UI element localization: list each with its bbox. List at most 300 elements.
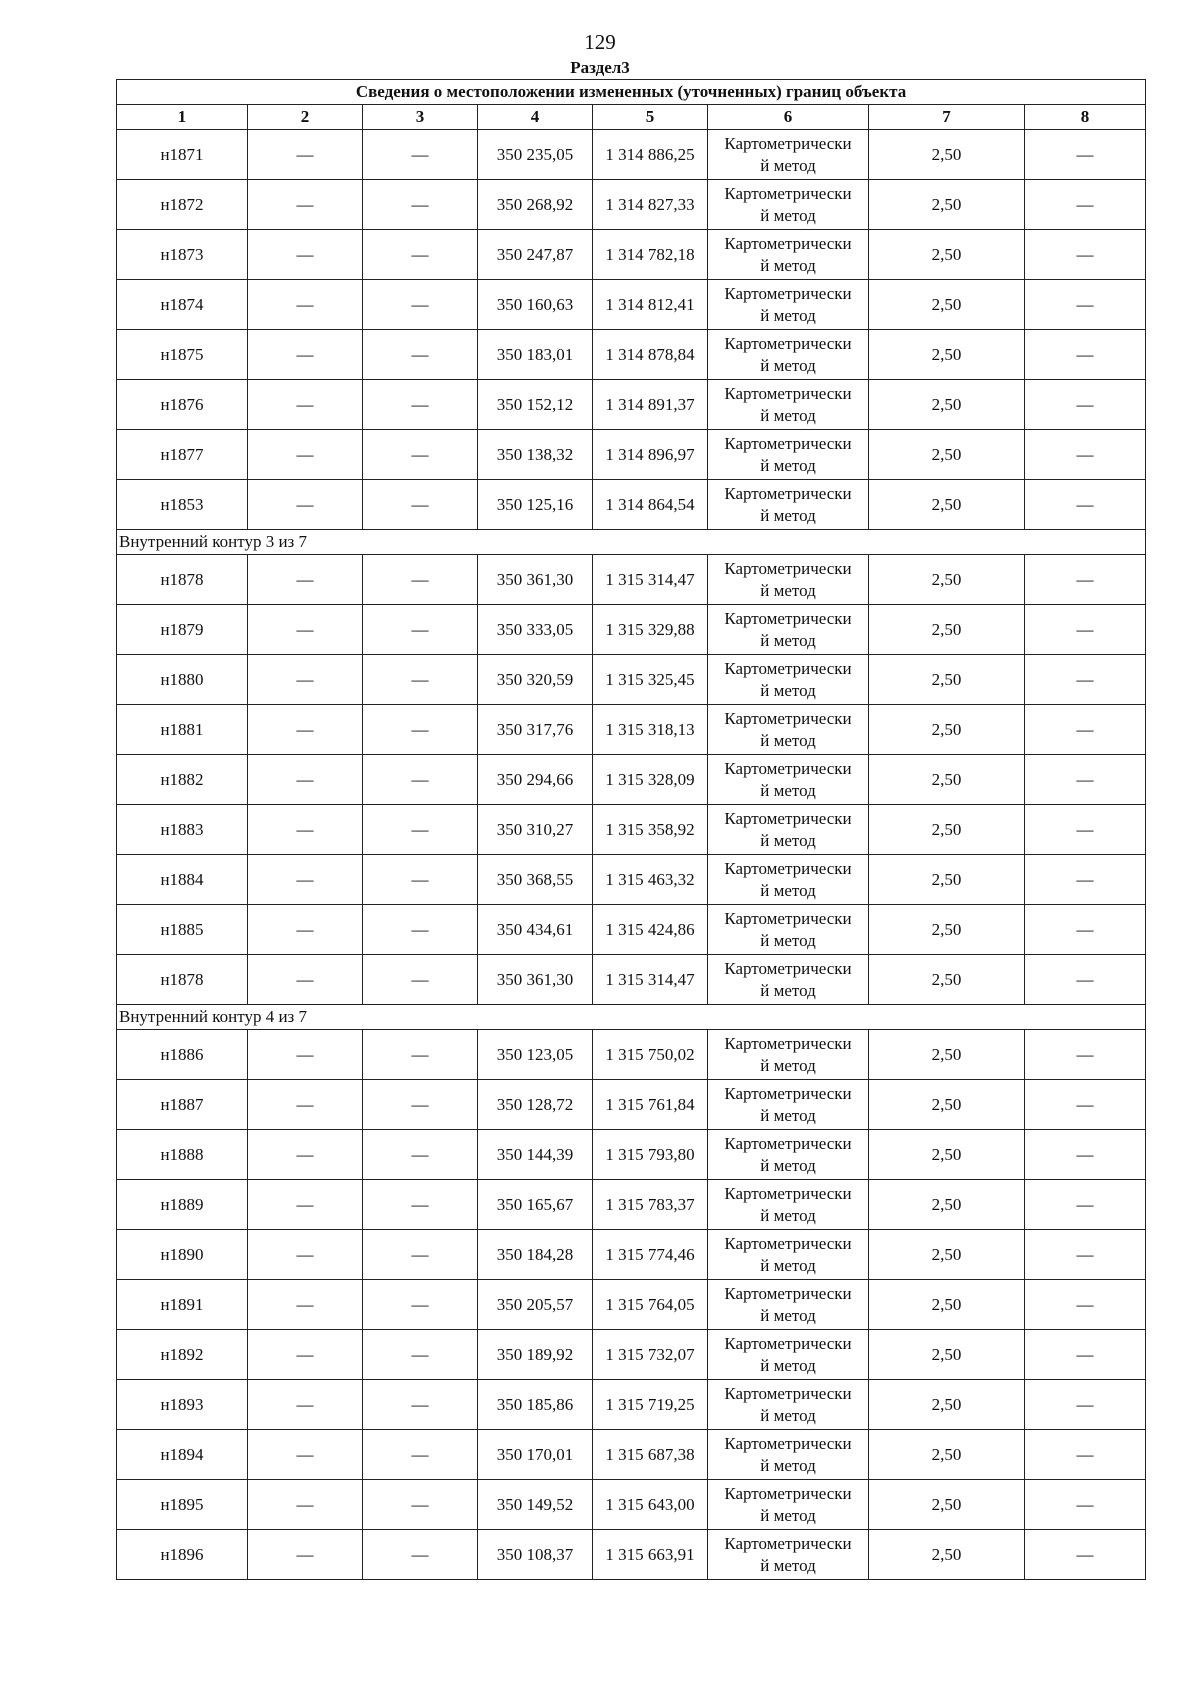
method-line-1: Картометрически — [724, 483, 852, 503]
col8-cell: — — [1025, 230, 1146, 280]
contour-row — [117, 1005, 1146, 1030]
col3-cell: — — [363, 705, 478, 755]
method-cell — [708, 430, 869, 480]
accuracy-cell: 2,50 — [869, 905, 1025, 955]
point-id-cell: н1884 — [117, 855, 248, 905]
point-id-cell: н1873 — [117, 230, 248, 280]
method-cell — [708, 280, 869, 330]
col3-cell: — — [363, 280, 478, 330]
method-line-1: Картометрически — [724, 1033, 852, 1053]
method-line-2: й метод — [760, 630, 816, 650]
col8-cell: — — [1025, 1180, 1146, 1230]
point-id-cell: н1872 — [117, 180, 248, 230]
method-line-1: Картометрически — [724, 433, 852, 453]
col8-cell: — — [1025, 280, 1146, 330]
method-line-2: й метод — [760, 355, 816, 375]
col3-cell: — — [363, 955, 478, 1005]
accuracy-cell: 2,50 — [869, 1280, 1025, 1330]
method-line-1: Картометрически — [724, 1383, 852, 1403]
method-cell — [708, 905, 869, 955]
method-line-1: Картометрически — [724, 1533, 852, 1553]
accuracy-cell: 2,50 — [869, 855, 1025, 905]
y-coordinate-cell: 1 315 328,09 — [593, 755, 708, 805]
method-line-1: Картометрически — [724, 558, 852, 578]
table-row — [117, 805, 1146, 855]
y-coordinate-cell: 1 315 463,32 — [593, 855, 708, 905]
method-line-2: й метод — [760, 305, 816, 325]
y-coordinate-cell: 1 315 750,02 — [593, 1030, 708, 1080]
col3-cell: — — [363, 655, 478, 705]
accuracy-cell: 2,50 — [869, 655, 1025, 705]
table-row — [117, 1380, 1146, 1430]
y-coordinate-cell: 1 315 774,46 — [593, 1230, 708, 1280]
table-row — [117, 605, 1146, 655]
method-cell — [708, 705, 869, 755]
col2-cell: — — [248, 705, 363, 755]
col2-cell: — — [248, 1380, 363, 1430]
method-cell — [708, 1280, 869, 1330]
col3-cell: — — [363, 555, 478, 605]
table-row — [117, 955, 1146, 1005]
column-number: 4 — [478, 105, 593, 130]
method-line-2: й метод — [760, 1505, 816, 1525]
col3-cell: — — [363, 230, 478, 280]
point-id-cell: н1878 — [117, 955, 248, 1005]
y-coordinate-cell: 1 315 358,92 — [593, 805, 708, 855]
section-title: Раздел3 — [570, 58, 630, 77]
table-row — [117, 280, 1146, 330]
method-line-1: Картометрически — [724, 1233, 852, 1253]
col3-cell: — — [363, 1330, 478, 1380]
point-id-cell: н1883 — [117, 805, 248, 855]
table-row — [117, 430, 1146, 480]
contour-label: Внутренний контур 4 из 7 — [117, 1005, 1146, 1030]
y-coordinate-cell: 1 315 783,37 — [593, 1180, 708, 1230]
method-line-2: й метод — [760, 205, 816, 225]
table-row — [117, 1480, 1146, 1530]
col8-cell: — — [1025, 705, 1146, 755]
point-id-cell: н1890 — [117, 1230, 248, 1280]
method-line-2: й метод — [760, 730, 816, 750]
boundary-coordinates-table — [116, 79, 1146, 1580]
point-id-cell: н1874 — [117, 280, 248, 330]
y-coordinate-cell: 1 314 886,25 — [593, 130, 708, 180]
method-line-1: Картометрически — [724, 1083, 852, 1103]
method-line-1: Картометрически — [724, 1483, 852, 1503]
col8-cell: — — [1025, 755, 1146, 805]
y-coordinate-cell: 1 315 719,25 — [593, 1380, 708, 1430]
col8-cell: — — [1025, 1130, 1146, 1180]
y-coordinate-cell: 1 315 687,38 — [593, 1430, 708, 1480]
x-coordinate-cell: 350 317,76 — [478, 705, 593, 755]
method-line-1: Картометрически — [724, 708, 852, 728]
col3-cell: — — [363, 330, 478, 380]
col2-cell: — — [248, 955, 363, 1005]
method-line-2: й метод — [760, 255, 816, 275]
col2-cell: — — [248, 430, 363, 480]
x-coordinate-cell: 350 294,66 — [478, 755, 593, 805]
method-cell — [708, 805, 869, 855]
method-cell — [708, 330, 869, 380]
col3-cell: — — [363, 855, 478, 905]
method-cell — [708, 605, 869, 655]
col2-cell: — — [248, 330, 363, 380]
column-number: 1 — [117, 105, 248, 130]
method-cell — [708, 755, 869, 805]
col2-cell: — — [248, 1330, 363, 1380]
col3-cell: — — [363, 180, 478, 230]
col2-cell: — — [248, 805, 363, 855]
x-coordinate-cell: 350 268,92 — [478, 180, 593, 230]
col8-cell: — — [1025, 180, 1146, 230]
method-line-2: й метод — [760, 930, 816, 950]
accuracy-cell: 2,50 — [869, 555, 1025, 605]
x-coordinate-cell: 350 310,27 — [478, 805, 593, 855]
point-id-cell: н1888 — [117, 1130, 248, 1180]
point-id-cell: н1892 — [117, 1330, 248, 1380]
y-coordinate-cell: 1 314 864,54 — [593, 480, 708, 530]
accuracy-cell: 2,50 — [869, 230, 1025, 280]
col3-cell: — — [363, 1480, 478, 1530]
col8-cell: — — [1025, 130, 1146, 180]
method-line-1: Картометрически — [724, 283, 852, 303]
column-number: 8 — [1025, 105, 1146, 130]
contour-row — [117, 530, 1146, 555]
x-coordinate-cell: 350 434,61 — [478, 905, 593, 955]
accuracy-cell: 2,50 — [869, 1180, 1025, 1230]
col2-cell: — — [248, 1130, 363, 1180]
col3-cell: — — [363, 1530, 478, 1580]
col2-cell: — — [248, 1280, 363, 1330]
method-line-2: й метод — [760, 1055, 816, 1075]
accuracy-cell: 2,50 — [869, 180, 1025, 230]
method-line-1: Картометрически — [724, 333, 852, 353]
table-row — [117, 1030, 1146, 1080]
x-coordinate-cell: 350 361,30 — [478, 955, 593, 1005]
col8-cell: — — [1025, 1330, 1146, 1380]
table-row — [117, 330, 1146, 380]
col8-cell: — — [1025, 330, 1146, 380]
accuracy-cell: 2,50 — [869, 955, 1025, 1005]
table-caption: Сведения о местоположении измененных (уточненных) границ объекта — [117, 80, 1146, 105]
method-line-2: й метод — [760, 1305, 816, 1325]
point-id-cell: н1894 — [117, 1430, 248, 1480]
accuracy-cell: 2,50 — [869, 380, 1025, 430]
col2-cell: — — [248, 480, 363, 530]
method-line-1: Картометрически — [724, 383, 852, 403]
table-row — [117, 480, 1146, 530]
col3-cell: — — [363, 1430, 478, 1480]
table-row — [117, 855, 1146, 905]
col3-cell: — — [363, 130, 478, 180]
x-coordinate-cell: 350 333,05 — [478, 605, 593, 655]
point-id-cell: н1876 — [117, 380, 248, 430]
method-cell — [708, 1430, 869, 1480]
col8-cell: — — [1025, 380, 1146, 430]
method-line-1: Картометрически — [724, 608, 852, 628]
col3-cell: — — [363, 1230, 478, 1280]
method-line-2: й метод — [760, 580, 816, 600]
y-coordinate-cell: 1 314 896,97 — [593, 430, 708, 480]
accuracy-cell: 2,50 — [869, 280, 1025, 330]
col8-cell: — — [1025, 1430, 1146, 1480]
accuracy-cell: 2,50 — [869, 605, 1025, 655]
col3-cell: — — [363, 1130, 478, 1180]
x-coordinate-cell: 350 108,37 — [478, 1530, 593, 1580]
point-id-cell: н1886 — [117, 1030, 248, 1080]
x-coordinate-cell: 350 320,59 — [478, 655, 593, 705]
method-cell — [708, 1230, 869, 1280]
point-id-cell: н1853 — [117, 480, 248, 530]
point-id-cell: н1891 — [117, 1280, 248, 1330]
x-coordinate-cell: 350 149,52 — [478, 1480, 593, 1530]
y-coordinate-cell: 1 315 325,45 — [593, 655, 708, 705]
col3-cell: — — [363, 430, 478, 480]
col8-cell: — — [1025, 805, 1146, 855]
y-coordinate-cell: 1 315 314,47 — [593, 955, 708, 1005]
col3-cell: — — [363, 1280, 478, 1330]
col8-cell: — — [1025, 430, 1146, 480]
col2-cell: — — [248, 605, 363, 655]
method-line-1: Картометрически — [724, 1133, 852, 1153]
method-line-2: й метод — [760, 830, 816, 850]
contour-label: Внутренний контур 3 из 7 — [117, 530, 1146, 555]
col8-cell: — — [1025, 1280, 1146, 1330]
y-coordinate-cell: 1 315 318,13 — [593, 705, 708, 755]
x-coordinate-cell: 350 247,87 — [478, 230, 593, 280]
table-row — [117, 1280, 1146, 1330]
x-coordinate-cell: 350 170,01 — [478, 1430, 593, 1480]
accuracy-cell: 2,50 — [869, 1480, 1025, 1530]
point-id-cell: н1871 — [117, 130, 248, 180]
col2-cell: — — [248, 1430, 363, 1480]
col8-cell: — — [1025, 555, 1146, 605]
method-cell — [708, 655, 869, 705]
method-line-2: й метод — [760, 1255, 816, 1275]
y-coordinate-cell: 1 314 827,33 — [593, 180, 708, 230]
x-coordinate-cell: 350 128,72 — [478, 1080, 593, 1130]
table-row — [117, 380, 1146, 430]
col3-cell: — — [363, 1080, 478, 1130]
method-line-1: Картометрически — [724, 1283, 852, 1303]
point-id-cell: н1896 — [117, 1530, 248, 1580]
accuracy-cell: 2,50 — [869, 480, 1025, 530]
col3-cell: — — [363, 1180, 478, 1230]
point-id-cell: н1879 — [117, 605, 248, 655]
method-line-2: й метод — [760, 1455, 816, 1475]
table-row — [117, 1080, 1146, 1130]
method-line-1: Картометрически — [724, 858, 852, 878]
table-row — [117, 180, 1146, 230]
method-cell — [708, 1480, 869, 1530]
method-line-2: й метод — [760, 1155, 816, 1175]
col3-cell: — — [363, 480, 478, 530]
method-cell — [708, 1330, 869, 1380]
accuracy-cell: 2,50 — [869, 1130, 1025, 1180]
y-coordinate-cell: 1 315 663,91 — [593, 1530, 708, 1580]
col2-cell: — — [248, 755, 363, 805]
method-line-1: Картометрически — [724, 808, 852, 828]
method-line-1: Картометрически — [724, 658, 852, 678]
col3-cell: — — [363, 1380, 478, 1430]
point-id-cell: н1878 — [117, 555, 248, 605]
accuracy-cell: 2,50 — [869, 805, 1025, 855]
method-line-2: й метод — [760, 1205, 816, 1225]
y-coordinate-cell: 1 315 424,86 — [593, 905, 708, 955]
col2-cell: — — [248, 1030, 363, 1080]
table-row — [117, 905, 1146, 955]
col8-cell: — — [1025, 655, 1146, 705]
table-row — [117, 130, 1146, 180]
x-coordinate-cell: 350 165,67 — [478, 1180, 593, 1230]
y-coordinate-cell: 1 314 891,37 — [593, 380, 708, 430]
y-coordinate-cell: 1 314 812,41 — [593, 280, 708, 330]
point-id-cell: н1881 — [117, 705, 248, 755]
table-body — [117, 130, 1146, 1580]
col8-cell: — — [1025, 855, 1146, 905]
method-line-1: Картометрически — [724, 133, 852, 153]
x-coordinate-cell: 350 125,16 — [478, 480, 593, 530]
x-coordinate-cell: 350 160,63 — [478, 280, 593, 330]
table-row — [117, 555, 1146, 605]
table-row — [117, 1530, 1146, 1580]
x-coordinate-cell: 350 123,05 — [478, 1030, 593, 1080]
col8-cell: — — [1025, 1530, 1146, 1580]
table-row — [117, 1230, 1146, 1280]
accuracy-cell: 2,50 — [869, 1080, 1025, 1130]
col2-cell: — — [248, 1480, 363, 1530]
y-coordinate-cell: 1 315 643,00 — [593, 1480, 708, 1530]
method-cell — [708, 380, 869, 430]
x-coordinate-cell: 350 189,92 — [478, 1330, 593, 1380]
table-row — [117, 755, 1146, 805]
x-coordinate-cell: 350 368,55 — [478, 855, 593, 905]
method-cell — [708, 555, 869, 605]
col2-cell: — — [248, 555, 363, 605]
col8-cell: — — [1025, 905, 1146, 955]
method-cell — [708, 855, 869, 905]
column-number: 3 — [363, 105, 478, 130]
col3-cell: — — [363, 755, 478, 805]
col8-cell: — — [1025, 1380, 1146, 1430]
table-row — [117, 230, 1146, 280]
point-id-cell: н1887 — [117, 1080, 248, 1130]
accuracy-cell: 2,50 — [869, 705, 1025, 755]
point-id-cell: н1882 — [117, 755, 248, 805]
column-numbers-row — [117, 105, 1146, 130]
col2-cell: — — [248, 180, 363, 230]
column-number: 2 — [248, 105, 363, 130]
table-row — [117, 655, 1146, 705]
accuracy-cell: 2,50 — [869, 1430, 1025, 1480]
col3-cell: — — [363, 380, 478, 430]
accuracy-cell: 2,50 — [869, 330, 1025, 380]
table-row — [117, 1130, 1146, 1180]
method-line-2: й метод — [760, 1405, 816, 1425]
method-line-2: й метод — [760, 980, 816, 1000]
y-coordinate-cell: 1 315 732,07 — [593, 1330, 708, 1380]
method-line-2: й метод — [760, 405, 816, 425]
point-id-cell: н1889 — [117, 1180, 248, 1230]
method-line-1: Картометрически — [724, 958, 852, 978]
accuracy-cell: 2,50 — [869, 1380, 1025, 1430]
y-coordinate-cell: 1 315 764,05 — [593, 1280, 708, 1330]
method-cell — [708, 1180, 869, 1230]
accuracy-cell: 2,50 — [869, 1030, 1025, 1080]
col3-cell: — — [363, 905, 478, 955]
x-coordinate-cell: 350 235,05 — [478, 130, 593, 180]
table-row — [117, 1180, 1146, 1230]
method-line-1: Картометрически — [724, 183, 852, 203]
col2-cell: — — [248, 855, 363, 905]
column-number: 7 — [869, 105, 1025, 130]
method-line-1: Картометрически — [724, 233, 852, 253]
col2-cell: — — [248, 1080, 363, 1130]
y-coordinate-cell: 1 314 782,18 — [593, 230, 708, 280]
method-line-2: й метод — [760, 155, 816, 175]
x-coordinate-cell: 350 138,32 — [478, 430, 593, 480]
method-cell — [708, 1030, 869, 1080]
method-line-1: Картометрически — [724, 908, 852, 928]
method-cell — [708, 1130, 869, 1180]
point-id-cell: н1875 — [117, 330, 248, 380]
point-id-cell: н1880 — [117, 655, 248, 705]
col2-cell: — — [248, 905, 363, 955]
method-line-1: Картометрически — [724, 1433, 852, 1453]
x-coordinate-cell: 350 183,01 — [478, 330, 593, 380]
y-coordinate-cell: 1 315 314,47 — [593, 555, 708, 605]
x-coordinate-cell: 350 361,30 — [478, 555, 593, 605]
method-line-1: Картометрически — [724, 1333, 852, 1353]
col2-cell: — — [248, 130, 363, 180]
col3-cell: — — [363, 805, 478, 855]
accuracy-cell: 2,50 — [869, 1230, 1025, 1280]
method-line-2: й метод — [760, 780, 816, 800]
col2-cell: — — [248, 655, 363, 705]
point-id-cell: н1895 — [117, 1480, 248, 1530]
method-line-2: й метод — [760, 1105, 816, 1125]
column-number: 5 — [593, 105, 708, 130]
method-cell — [708, 1080, 869, 1130]
col8-cell: — — [1025, 1480, 1146, 1530]
x-coordinate-cell: 350 185,86 — [478, 1380, 593, 1430]
y-coordinate-cell: 1 315 793,80 — [593, 1130, 708, 1180]
method-cell — [708, 230, 869, 280]
col2-cell: — — [248, 1230, 363, 1280]
col2-cell: — — [248, 280, 363, 330]
table-row — [117, 705, 1146, 755]
method-cell — [708, 955, 869, 1005]
method-cell — [708, 130, 869, 180]
accuracy-cell: 2,50 — [869, 430, 1025, 480]
table-row — [117, 1330, 1146, 1380]
col2-cell: — — [248, 380, 363, 430]
method-cell — [708, 180, 869, 230]
point-id-cell: н1877 — [117, 430, 248, 480]
method-cell — [708, 480, 869, 530]
col8-cell: — — [1025, 1030, 1146, 1080]
point-id-cell: н1885 — [117, 905, 248, 955]
method-line-2: й метод — [760, 505, 816, 525]
method-cell — [708, 1530, 869, 1580]
x-coordinate-cell: 350 205,57 — [478, 1280, 593, 1330]
col8-cell: — — [1025, 605, 1146, 655]
col2-cell: — — [248, 1530, 363, 1580]
x-coordinate-cell: 350 144,39 — [478, 1130, 593, 1180]
method-line-2: й метод — [760, 880, 816, 900]
col3-cell: — — [363, 1030, 478, 1080]
col8-cell: — — [1025, 1080, 1146, 1130]
